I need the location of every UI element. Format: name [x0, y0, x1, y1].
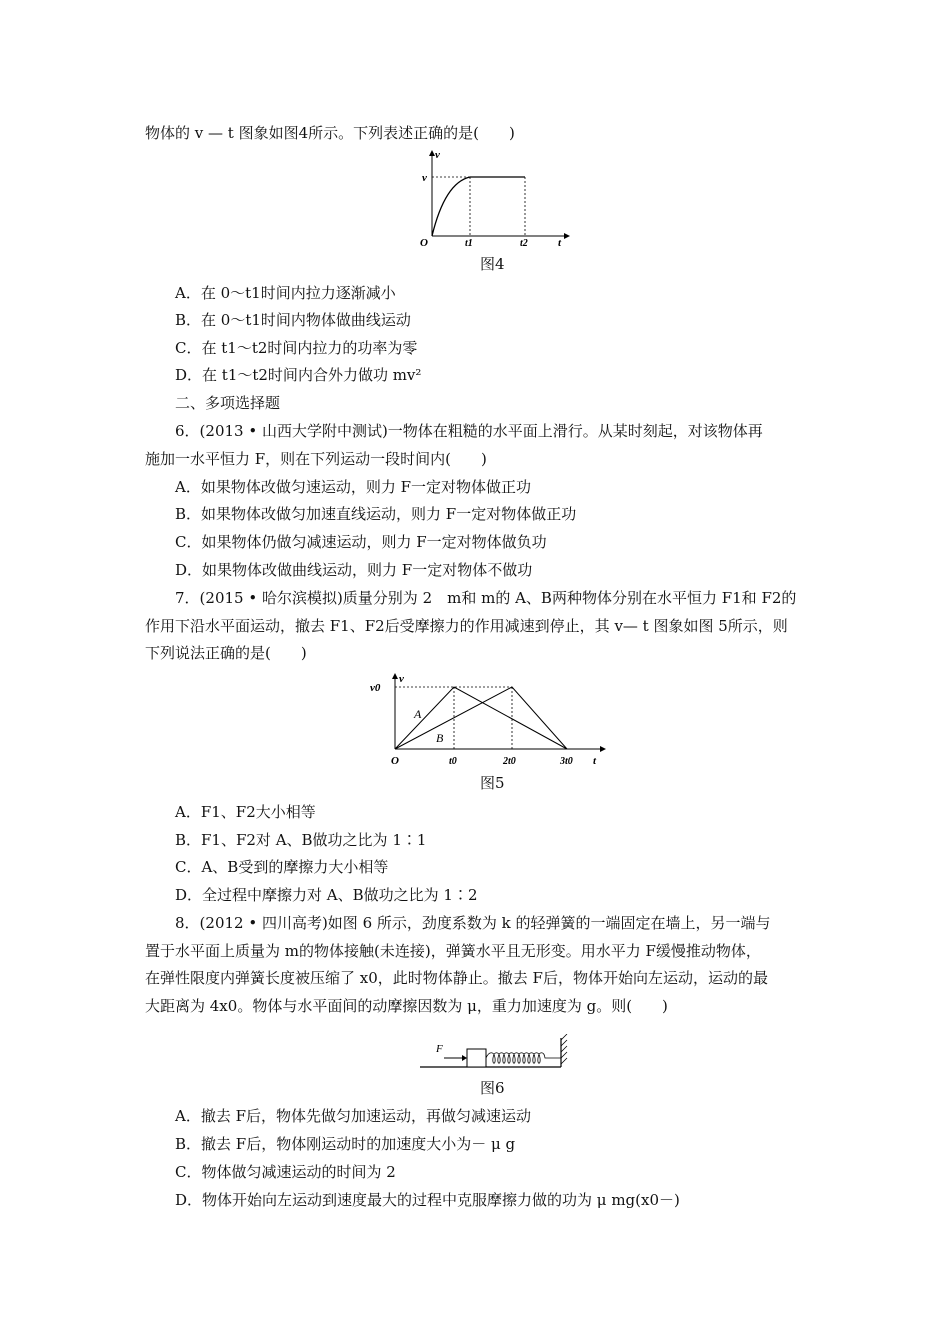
q6-option-d: D．如果物体改做曲线运动，则力 F一定对物体不做功	[175, 561, 533, 579]
fig4-axis-v: v	[435, 149, 440, 161]
q7-option-a: A．F1、F2大小相等	[175, 803, 316, 821]
figure-6-caption: 图6	[480, 1079, 505, 1097]
fig4-t1: t1	[465, 238, 473, 248]
q8-option-b: B．撤去 F后，物体刚运动时的加速度大小为－ μ g	[175, 1135, 516, 1153]
figure-5-vt-graph	[368, 672, 608, 772]
fig5-axis-v: v	[399, 673, 404, 685]
q5-option-a: A．在 0～t1时间内拉力逐渐减小	[175, 284, 396, 302]
fig6-spring	[486, 1053, 561, 1064]
fig4-axis-t: t	[558, 237, 562, 248]
fig4-origin: O	[420, 237, 428, 248]
q8-option-c: C．物体做匀减速运动的时间为 2	[175, 1163, 396, 1181]
fig5-tick-t0: t0	[449, 756, 457, 767]
fig5-origin: O	[391, 755, 399, 767]
q8-stem-4: 大距离为 4x0。物体与水平面间的动摩擦因数为 μ，重力加速度为 g。则( )	[145, 997, 668, 1015]
q6-stem-2: 施加一水平恒力 F，则在下列运动一段时间内( )	[145, 450, 487, 468]
fig5-tick-2t0: 2t0	[503, 756, 516, 767]
q5-option-c: C．在 t1～t2时间内拉力的功率为零	[175, 339, 418, 357]
q5-option-d: D．在 t1～t2时间内合外力做功 mv²	[175, 366, 422, 384]
q6-option-c: C．如果物体仍做匀减速运动，则力 F一定对物体做负功	[175, 533, 547, 551]
q7-option-d: D．全过程中摩擦力对 A、B做功之比为 1∶2	[175, 886, 478, 904]
q8-stem-3: 在弹性限度内弹簧长度被压缩了 x0，此时物体静止。撤去 F后，物体开始向左运动，运动的最	[145, 969, 768, 987]
q6-option-a: A．如果物体改做匀速运动，则力 F一定对物体做正功	[175, 478, 532, 496]
q7-option-c: C．A、B受到的摩擦力大小相等	[175, 858, 389, 876]
q7-option-b: B．F1、F2对 A、B做功之比为 1∶1	[175, 831, 427, 849]
fig5-v0: v0	[370, 682, 381, 694]
q7-stem-2: 作用下沿水平面运动，撤去 F1、F2后受摩擦力的作用减速到停止，其 v— t 图象如图 5所示，则	[145, 617, 788, 635]
fig4-t2: t2	[520, 238, 528, 248]
fig5-label-a: A	[414, 707, 422, 721]
fig5-label-b: B	[436, 731, 444, 745]
fig5-axis-t: t	[593, 755, 597, 767]
q8-stem-2: 置于水平面上质量为 m的物体接触(未连接)，弹簧水平且无形变。用水平力 F缓慢推动物体，	[145, 942, 761, 960]
q8-option-d: D．物体开始向左运动到速度最大的过程中克服摩擦力做的功为 μ mg(x0－)	[175, 1191, 680, 1209]
fig6-force-label: F	[436, 1043, 443, 1055]
q8-option-a: A．撤去 F后，物体先做匀加速运动，再做匀减速运动	[175, 1107, 532, 1125]
q8-stem-1: 8．(2012 • 四川高考)如图 6 所示，劲度系数为 k 的轻弹簧的一端固定在墙上，另一端与	[175, 914, 771, 932]
q6-stem-1: 6．(2013 • 山西大学附中测试)一物体在粗糙的水平面上滑行。从某时刻起，对该物体再	[175, 422, 763, 440]
q7-stem-3: 下列说法正确的是( )	[145, 644, 307, 662]
figure-4-vt-graph	[412, 148, 572, 248]
fig4-level-v: v	[422, 172, 427, 184]
figure-4-caption: 图4	[480, 255, 505, 273]
figure-5-caption: 图5	[480, 774, 505, 792]
q6-option-b: B．如果物体改做匀加速直线运动，则力 F一定对物体做正功	[175, 505, 577, 523]
question-5-intro: 物体的 v — t 图象如图4所示。下列表述正确的是( )	[145, 124, 515, 142]
section-2-title: 二、多项选择题	[175, 394, 281, 412]
q5-option-b: B．在 0～t1时间内物体做曲线运动	[175, 311, 411, 329]
q7-stem-1: 7．(2015 • 哈尔滨模拟)质量分别为 2 m和 m的 A、B两种物体分别在水平恒力 F1和 F2的	[175, 589, 797, 607]
figure-6-spring-diagram	[418, 1034, 578, 1074]
fig6-block	[467, 1049, 486, 1067]
fig5-tick-3t0: 3t0	[560, 756, 573, 767]
